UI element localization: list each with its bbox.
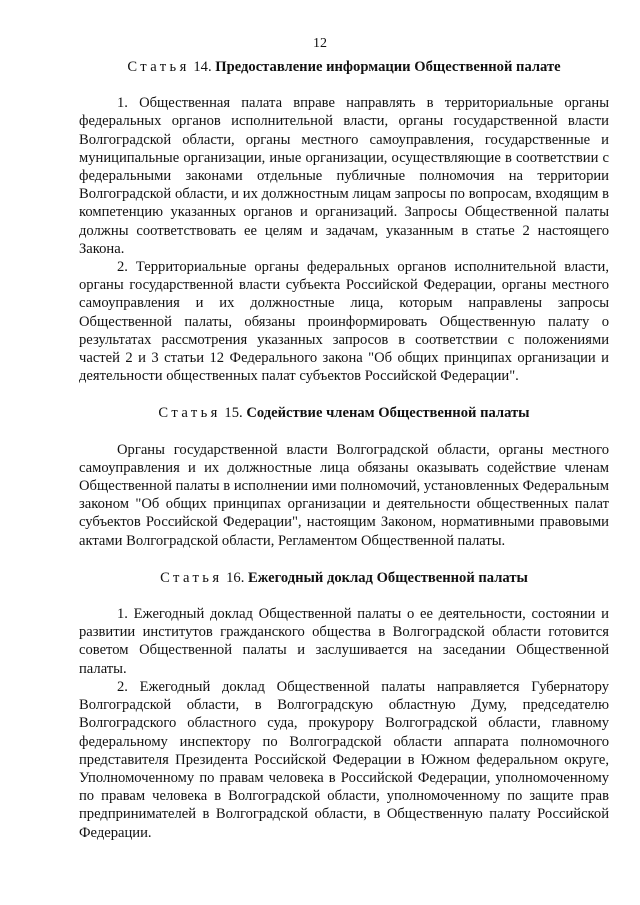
article-paragraph: Органы государственной власти Волгоградской области, органы местного самоуправления и их должностные лица обязаны оказывать содействие членам Общественной палаты в исполнении ими полномочий, установленных Федеральным законом "Об общих принципах организации и деятельности общественных палат субъектов Российской Федерации", настоящим Законом, нормативными правовыми актами Волгоградской области, Регламентом Общественной палаты. — [79, 441, 609, 549]
article-heading — [79, 58, 609, 76]
article-number: 16. — [226, 569, 245, 586]
article-label: Статья — [160, 569, 223, 586]
article-label: Статья — [158, 405, 221, 422]
article-title: Ежегодный доклад Общественной палаты — [248, 569, 528, 586]
article-title: Предоставление информации Общественной палате — [215, 59, 561, 75]
document-body — [79, 58, 609, 842]
article-paragraph: 2. Территориальные органы федеральных органов исполнительной власти, органы государственной власти субъекта Российской Федерации, органы местного самоуправления и их должностные лица, которым направлены запросы Общественной палаты, обязаны проинформировать Общественную палату о результатах рассмотрения указанных запросов в соответствии с положениями частей 2 и 3 статьи 12 Федерального закона "Об общих принципах организации и деятельности общественных палат субъектов Российской Федерации". — [79, 259, 609, 385]
page-number: 12 — [313, 36, 327, 51]
article-paragraph: 2. Ежегодный доклад Общественной палаты направляется Губернатору Волгоградской области, в Волгоградскую областную Думу, председателю Волгоградского областного суда, прокурору Волгоградской области, главному федеральному инспектору по Волгоградской области аппарата полномочного представителя Президента Российской Федерации в Южном федеральном округе, Уполномоченному по правам человека в Российской Федерации, уполномоченному по правам человека в Волгоградской области, уполномоченному по защите прав предпринимателей в Волгоградской области, в Общественную палату Российской Федерации. — [79, 678, 609, 841]
article-number: 15. — [224, 405, 243, 422]
article-label: Статья — [127, 59, 190, 75]
article-heading — [79, 404, 609, 422]
article-title: Содействие членам Общественной палаты — [246, 405, 530, 422]
article-heading — [79, 569, 609, 587]
article-number: 14. — [193, 59, 212, 75]
article-paragraph: 1. Общественная палата вправе направлять в территориальные органы федеральных органов исполнительной власти, органы государственной власти Волгоградской области, органы местного самоуправления, государственные и муниципальные организации, иные организации, осуществляющие в соответствии с федеральными законами отдельные публичные полномочия на территории Волгоградской области, и их должностным лицам запросы по вопросам, входящим в компетенцию указанных органов и организаций. Запросы Общественной палаты должны соответствовать ее целям и задачам, указанным в статье 2 настоящего Закона. — [79, 95, 609, 257]
article-paragraph: 1. Ежегодный доклад Общественной палаты о ее деятельности, состоянии и развитии институтов гражданского общества в Волгоградской области готовится советом Общественной палаты и заслушивается на заседании Общественной палаты. — [79, 606, 609, 677]
